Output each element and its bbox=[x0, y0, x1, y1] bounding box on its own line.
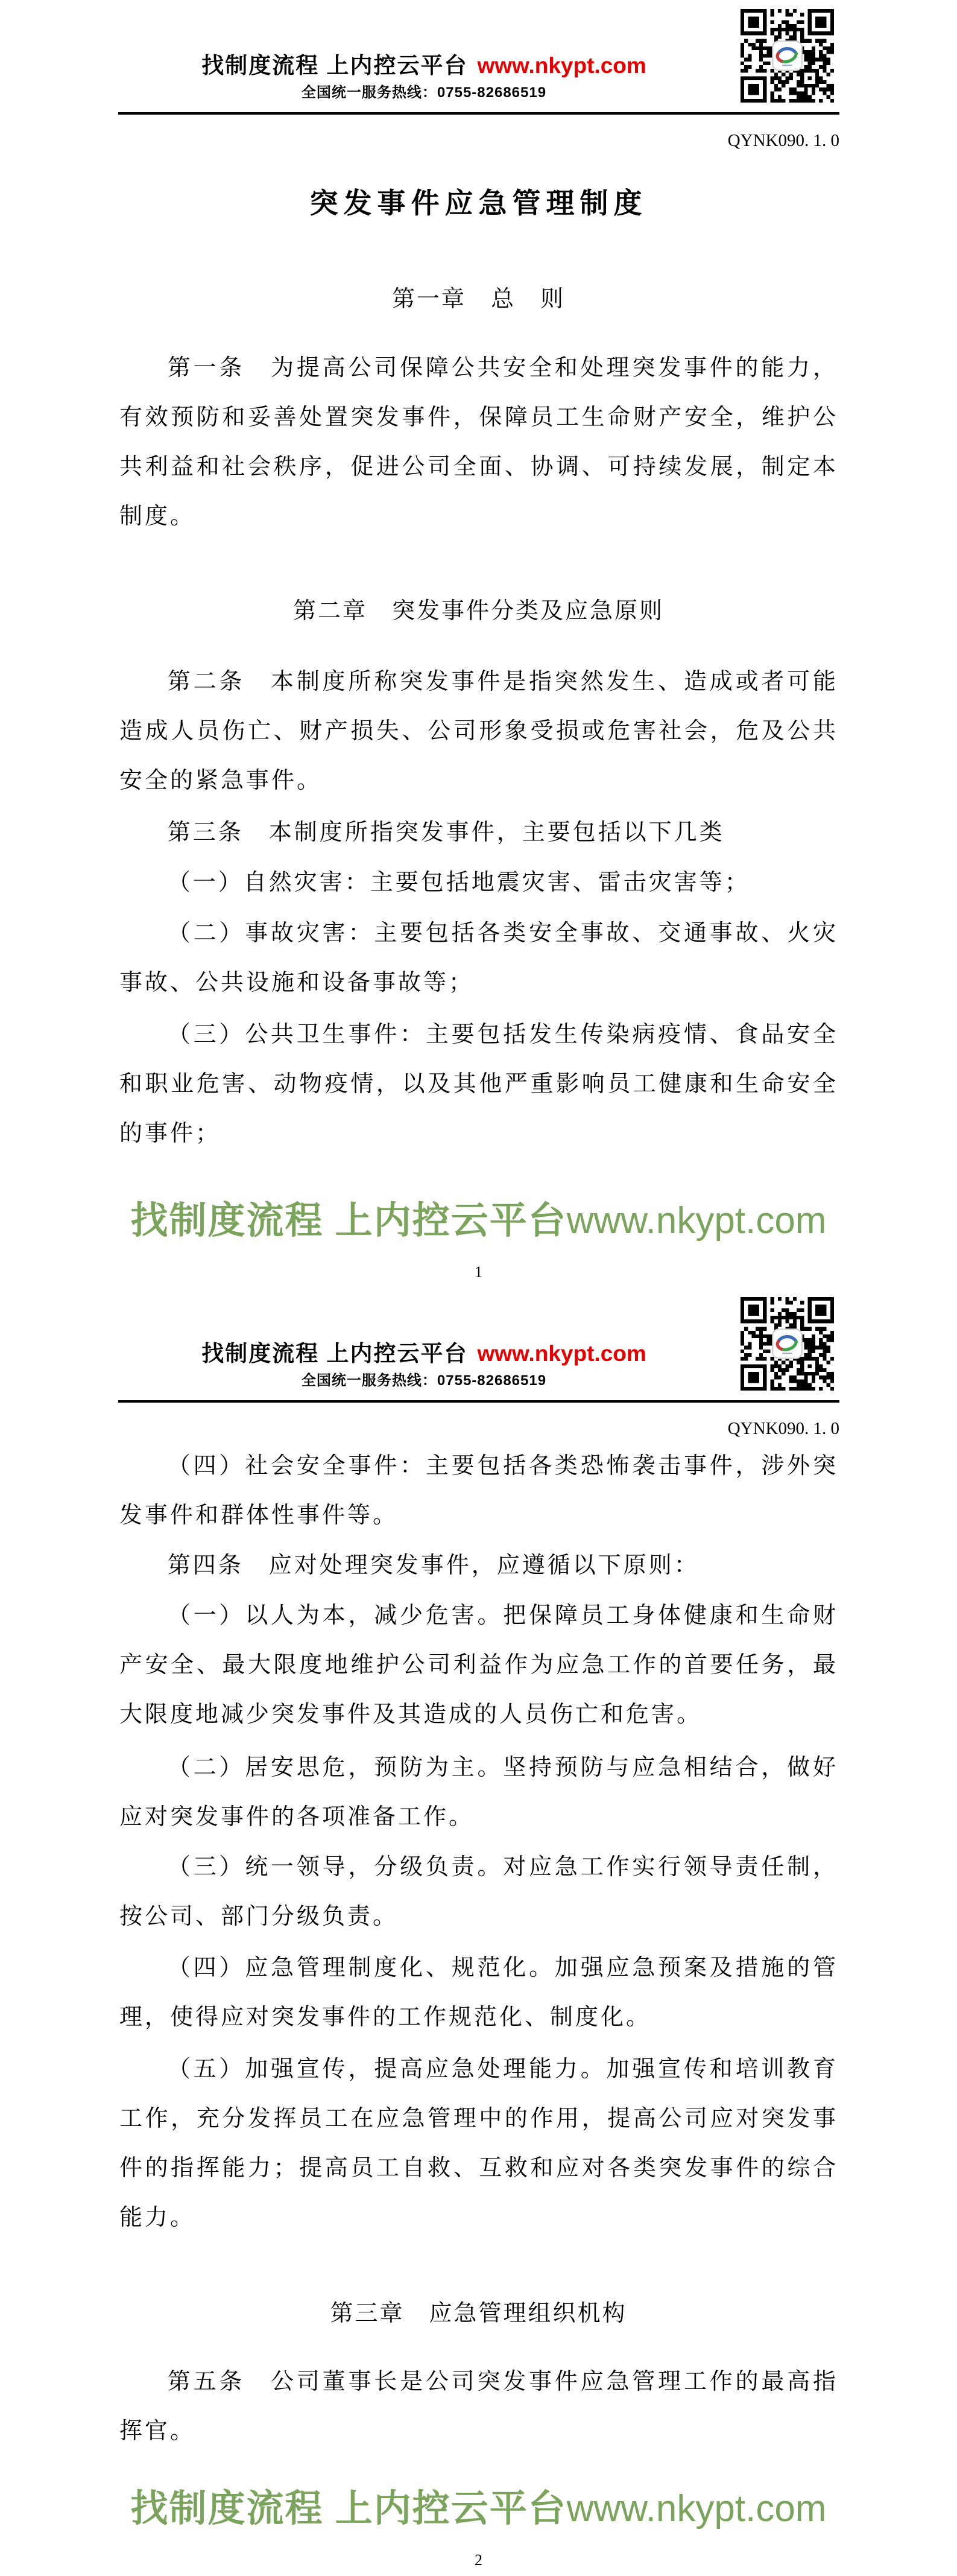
article-3-item-1: （一）自然灾害：主要包括地震灾害、雷击灾害等； bbox=[167, 870, 750, 895]
article-3-item-3: （三）公共卫生事件：主要包括发生传染病疫情、食品安全和职业危害、动物疫情，以及其他严重影响员工健康和生命安全的事件； bbox=[119, 1022, 838, 1146]
watermark bbox=[0, 2485, 957, 2533]
header-slogan-line bbox=[119, 1340, 728, 1368]
header-divider bbox=[118, 112, 839, 115]
header-divider bbox=[118, 1400, 839, 1403]
qr-code-icon bbox=[741, 1297, 834, 1391]
article-5-paragraph: 第五条 公司董事长是公司突发事件应急管理工作的最高指挥官。 bbox=[119, 2369, 838, 2444]
doc-code: QYNK090. 1. 0 bbox=[727, 131, 839, 150]
page-number: 2 bbox=[475, 2551, 482, 2569]
chapter-3-heading: 第三章 应急管理组织机构 bbox=[330, 2301, 627, 2326]
article-4-paragraph: 第四条 应对处理突发事件，应遵循以下原则： bbox=[167, 1553, 700, 1578]
watermark bbox=[0, 1197, 957, 1245]
article-4-item-5: （五）加强宣传，提高应急处理能力。加强宣传和培训教育工作，充分发挥员工在应急管理中的作用，提高公司应对突发事件的指挥能力；提高员工自救、互救和应对各类突发事件的综合能力。 bbox=[119, 2057, 838, 2230]
watermark-slogan: 找制度流程 上内控云平台 bbox=[130, 2488, 567, 2530]
qr-code-icon bbox=[741, 9, 834, 103]
header-website-url: www.nkypt.com bbox=[477, 53, 646, 78]
article-1-paragraph: 第一条 为提高公司保障公共安全和处理突发事件的能力，有效预防和妥善处置突发事件，保障员工生命财产安全，维护公共利益和社会秩序，促进公司全面、协调、可持续发展，制定本制度。 bbox=[119, 355, 838, 529]
header-slogan-text: 找制度流程 上内控云平台 bbox=[201, 1341, 468, 1366]
watermark-slogan: 找制度流程 上内控云平台 bbox=[130, 1200, 567, 1242]
article-3-item-2: （二）事故灾害：主要包括各类安全事故、交通事故、火灾事故、公共设施和设备事故等； bbox=[119, 921, 838, 995]
header-slogan-line bbox=[119, 52, 728, 80]
header-hotline: 全国统一服务热线：0755-82686519 bbox=[301, 84, 547, 101]
chapter-1-heading: 第一章 总 则 bbox=[391, 287, 565, 312]
document-title: 突发事件应急管理制度 bbox=[309, 187, 648, 219]
article-2-paragraph: 第二条 本制度所称突发事件是指突然发生、造成或者可能造成人员伤亡、财产损失、公司形象受损或危害社会，危及公共安全的紧急事件。 bbox=[119, 669, 838, 793]
doc-code: QYNK090. 1. 0 bbox=[727, 1419, 839, 1438]
article-4-item-2: （二）居安思危，预防为主。坚持预防与应急相结合，做好应对突发事件的各项准备工作。 bbox=[119, 1755, 838, 1830]
article-3-paragraph: 第三条 本制度所指突发事件，主要包括以下几类 bbox=[167, 820, 725, 845]
header-website-url: www.nkypt.com bbox=[477, 1341, 646, 1366]
article-4-item-1: （一）以人为本，减少危害。把保障员工身体健康和生命财产安全、最大限度地维护公司利益作为应急工作的首要任务，最大限度地减少突发事件及其造成的人员伤亡和危害。 bbox=[119, 1603, 838, 1727]
header-hotline: 全国统一服务热线：0755-82686519 bbox=[301, 1372, 547, 1389]
page-number: 1 bbox=[475, 1263, 482, 1281]
page-header bbox=[119, 52, 728, 102]
page-2 bbox=[0, 1288, 957, 2576]
header-slogan-text: 找制度流程 上内控云平台 bbox=[201, 53, 468, 78]
article-4-item-4: （四）应急管理制度化、规范化。加强应急预案及措施的管理，使得应对突发事件的工作规范化、制度化。 bbox=[119, 1955, 838, 2030]
article-3-item-4: （四）社会安全事件：主要包括各类恐怖袭击事件，涉外突发事件和群体性事件等。 bbox=[119, 1453, 838, 1528]
page-header bbox=[119, 1340, 728, 1390]
chapter-2-heading: 第二章 突发事件分类及应急原则 bbox=[292, 598, 664, 624]
watermark-url: www.nkypt.com bbox=[566, 2488, 827, 2530]
watermark-url: www.nkypt.com bbox=[566, 1200, 827, 1242]
article-4-item-3: （三）统一领导，分级负责。对应急工作实行领导责任制，按公司、部门分级负责。 bbox=[119, 1854, 838, 1929]
